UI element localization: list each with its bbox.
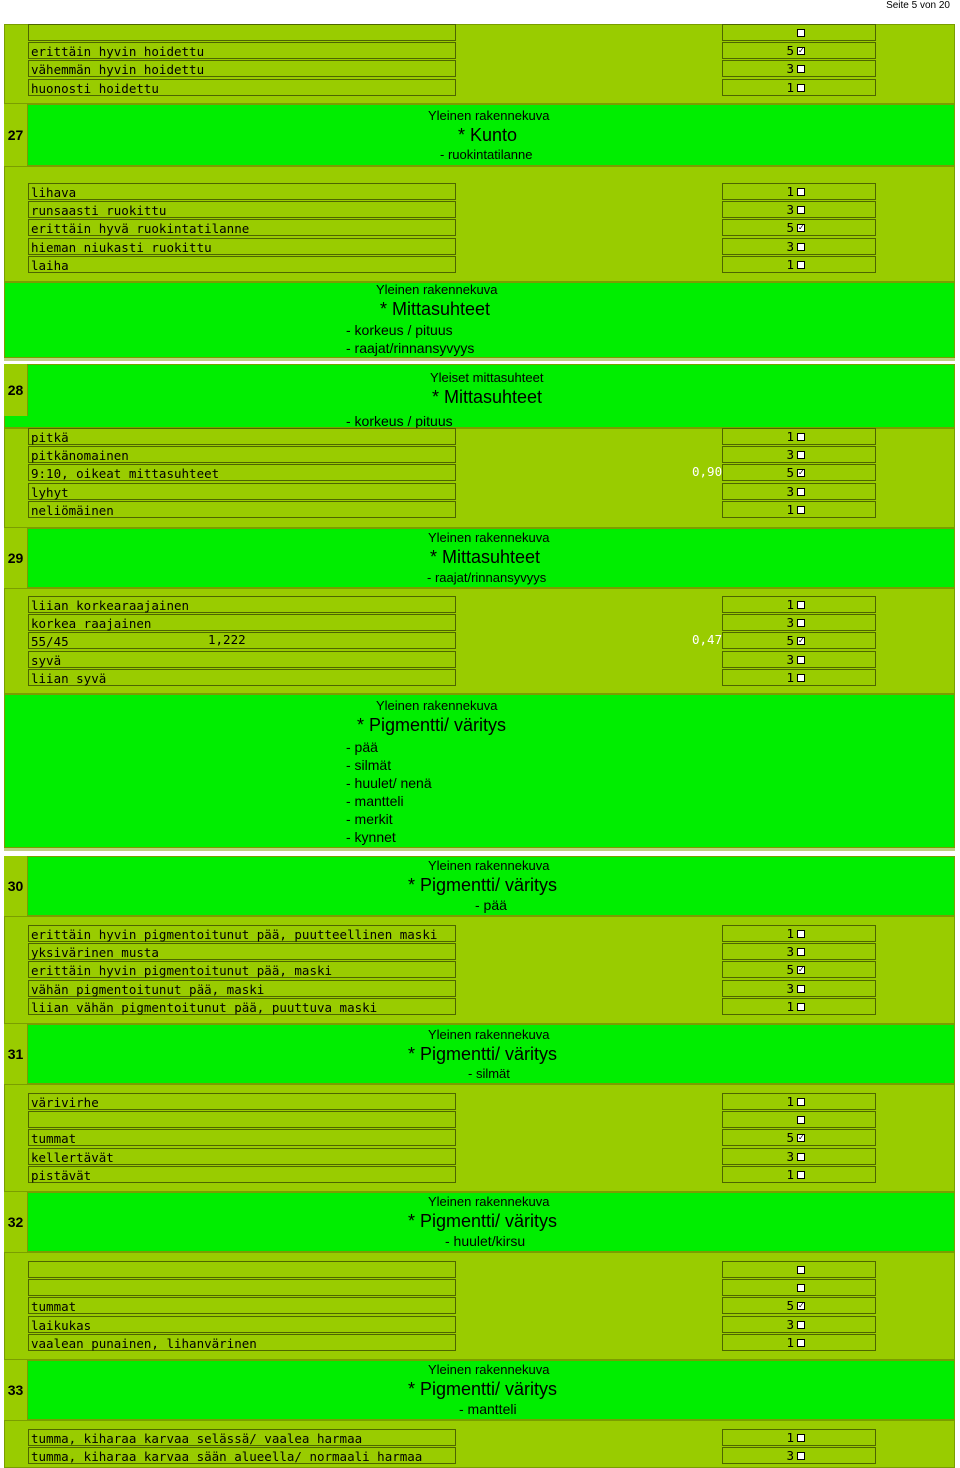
row-label-cell: [28, 483, 456, 500]
row-label-cell: [28, 998, 456, 1015]
row-score: 3: [786, 447, 794, 463]
row-label: liian korkearaajainen: [31, 598, 190, 613]
checkbox[interactable]: [797, 1321, 805, 1329]
separator: [4, 848, 955, 851]
section-subtitle: - pää: [346, 739, 378, 755]
checkbox[interactable]: [797, 930, 805, 938]
row-score: 3: [786, 944, 794, 960]
row-label: erittäin hyvin pigmentoitunut pää, maski: [31, 963, 333, 979]
row-label-cell: [28, 1093, 456, 1110]
row-label: erittäin hyvin pigmentoitunut pää, puutteellinen maski: [31, 927, 438, 942]
section-header: Yleinen rakennekuva: [376, 282, 498, 297]
row-label-cell: [28, 1279, 456, 1296]
checkbox[interactable]: [797, 601, 805, 609]
row-label-cell: [28, 1148, 456, 1165]
section-header: Yleinen rakennekuva: [428, 1027, 550, 1042]
row-score: 5: [786, 1298, 794, 1314]
row-score: 1: [786, 669, 794, 685]
checkbox[interactable]: [797, 948, 805, 956]
row-score: 5: [786, 1130, 794, 1146]
checkbox[interactable]: [797, 1098, 805, 1106]
row-label: tummat: [31, 1299, 77, 1315]
row-score: 3: [786, 1148, 794, 1164]
section-subtitle: - huulet/ nenä: [346, 775, 432, 791]
row-label: vähemmän hyvin hoidettu: [31, 62, 205, 78]
row-score: 3: [786, 1448, 794, 1464]
row-label-cell: [28, 446, 456, 463]
row-label: pitkänomainen: [31, 448, 129, 464]
row-score: 1: [786, 1094, 794, 1109]
row-score: 3: [786, 61, 794, 77]
row-score: 3: [786, 651, 794, 667]
row-label-cell: [28, 1166, 456, 1183]
row-label-cell: [28, 961, 456, 978]
row-score: 1: [786, 429, 794, 444]
checked-checkbox[interactable]: ✓: [798, 223, 805, 233]
row-label: neliömäinen: [31, 502, 114, 518]
section-subtitle: - mantteli: [346, 793, 404, 809]
section-header: Yleinen rakennekuva: [376, 698, 498, 713]
checkbox[interactable]: [797, 1171, 805, 1179]
row-label-cell: [28, 238, 456, 255]
row-score: 5: [786, 220, 794, 236]
row-label-cell: [28, 428, 456, 445]
checkbox[interactable]: [797, 451, 805, 459]
row-label-cell: [28, 1297, 456, 1314]
row-label: liian vähän pigmentoitunut pää, puuttuva maski: [31, 999, 378, 1015]
row-score: 1: [786, 1430, 794, 1445]
section-number: 32: [4, 1192, 28, 1252]
row-label: kellertävät: [31, 1149, 114, 1165]
section-title: * Pigmentti/ väritys: [408, 1379, 558, 1399]
row-label: tumma, kiharaa karvaa sään alueella/ normaali harmaa: [31, 1449, 423, 1465]
row-label-cell: [28, 925, 456, 942]
row-label-cell: [28, 651, 456, 668]
section-title: * Mittasuhteet: [432, 387, 543, 407]
row-score: 3: [786, 1316, 794, 1332]
row-label-cell: [28, 42, 456, 59]
row-label-cell: [28, 614, 456, 631]
row-score: 5: [786, 962, 794, 978]
checkbox[interactable]: [797, 985, 805, 993]
row-score: 1: [786, 256, 794, 272]
section-subtitle: - silmät: [346, 757, 392, 773]
checked-checkbox[interactable]: ✓: [798, 468, 805, 478]
row-score: 1: [786, 79, 794, 95]
row-label-cell: [28, 219, 456, 236]
row-label-cell: [28, 501, 456, 518]
section-header: Yleinen rakennekuva: [428, 1194, 550, 1209]
checked-checkbox[interactable]: ✓: [798, 46, 805, 56]
row-label: vaalean punainen, lihanvärinen: [31, 1335, 257, 1351]
section-header: Yleinen rakennekuva: [428, 108, 550, 123]
page-number: Seite 5 von 20: [886, 0, 950, 11]
row-score: 5: [786, 633, 794, 649]
row-label: 9:10, oikeat mittasuhteet: [31, 466, 220, 482]
row-label: syvä: [31, 652, 62, 668]
row-score: 1: [786, 1334, 794, 1350]
section-header: Yleiset mittasuhteet: [430, 370, 544, 385]
checkbox[interactable]: [797, 188, 805, 196]
row-label-cell: [28, 632, 456, 649]
section-subtitle: - raajat/rinnansyvyys: [346, 340, 475, 356]
row-score: 3: [786, 615, 794, 631]
section-title: * Mittasuhteet: [380, 299, 491, 319]
row-label: tummat: [31, 1131, 77, 1147]
row-score: 1: [786, 926, 794, 941]
row-label-cell: [28, 24, 456, 41]
row-label: laikukas: [31, 1317, 92, 1333]
row-label-cell: [28, 256, 456, 273]
checkbox[interactable]: [797, 619, 805, 627]
section-header: Yleinen rakennekuva: [428, 530, 550, 545]
checkbox[interactable]: [797, 65, 805, 73]
row-score: 5: [786, 43, 794, 59]
row-label-cell: [28, 980, 456, 997]
ratio-value: 0,47: [692, 632, 723, 647]
row-label: vähän pigmentoitunut pää, maski: [31, 981, 265, 997]
row-label-cell: [28, 201, 456, 218]
checked-checkbox[interactable]: ✓: [798, 965, 805, 975]
row-label-cell: [28, 1261, 456, 1278]
checkbox[interactable]: [797, 656, 805, 664]
row-label: yksivärinen musta: [31, 945, 159, 961]
checkbox[interactable]: [797, 29, 805, 37]
section-title: * Pigmentti/ väritys: [408, 1044, 558, 1064]
row-label: erittäin hyvin hoidettu: [31, 44, 205, 60]
section-title: * Pigmentti/ väritys: [408, 1211, 558, 1231]
section-header: Yleinen rakennekuva: [428, 1362, 550, 1377]
checkbox[interactable]: [797, 1116, 805, 1124]
section-subtitle: - korkeus / pituus: [346, 413, 453, 429]
row-label: hieman niukasti ruokittu: [31, 239, 212, 255]
checkbox[interactable]: [797, 1003, 805, 1011]
section-number: 27: [4, 104, 28, 166]
row-label: värivirhe: [31, 1095, 99, 1110]
measure-value: 1,222: [208, 632, 246, 647]
row-label: runsaasti ruokittu: [31, 203, 167, 219]
section-title: * Pigmentti/ väritys: [408, 875, 558, 895]
section-number: 29: [4, 528, 28, 588]
section-subtitle: - korkeus / pituus: [346, 322, 453, 338]
row-label-cell: [28, 60, 456, 77]
row-score: 3: [786, 980, 794, 996]
row-label: erittäin hyvä ruokintatilanne: [31, 221, 250, 237]
row-label-cell: [28, 79, 456, 96]
checkbox[interactable]: [797, 261, 805, 269]
checkbox[interactable]: [797, 1452, 805, 1460]
checked-checkbox[interactable]: ✓: [798, 1301, 805, 1311]
section-number: 30: [4, 856, 28, 916]
row-label-cell: [28, 1429, 456, 1446]
section-subtitle: - pää: [475, 897, 507, 913]
row-label: laiha: [31, 257, 69, 273]
row-label: lihava: [31, 185, 77, 200]
row-label-cell: [28, 1334, 456, 1351]
row-score: 3: [786, 202, 794, 218]
row-label: tumma, kiharaa karvaa selässä/ vaalea harmaa: [31, 1431, 363, 1446]
row-score: 1: [786, 184, 794, 199]
section-header: Yleinen rakennekuva: [428, 858, 550, 873]
row-label: lyhyt: [31, 484, 69, 500]
section-subtitle: - ruokintatilanne: [440, 147, 533, 162]
section-subtitle: - huulet/kirsu: [445, 1233, 526, 1249]
checkbox[interactable]: [797, 506, 805, 514]
section-number: 28: [4, 364, 28, 416]
section-title: * Pigmentti/ väritys: [357, 715, 507, 735]
checkbox[interactable]: [797, 488, 805, 496]
checkbox[interactable]: [797, 433, 805, 441]
section-number: 31: [4, 1024, 28, 1084]
row-label-cell: [28, 1129, 456, 1146]
checkbox[interactable]: [797, 243, 805, 251]
section-subtitle: - silmät: [468, 1066, 510, 1081]
separator: [4, 358, 955, 361]
checkbox[interactable]: [797, 84, 805, 92]
checked-checkbox[interactable]: ✓: [798, 636, 805, 646]
row-label-cell: [28, 1447, 456, 1464]
row-label-cell: [28, 943, 456, 960]
section-number: 33: [4, 1360, 28, 1420]
row-score: 1: [786, 597, 794, 612]
row-label-cell: [28, 183, 456, 200]
checked-checkbox[interactable]: ✓: [798, 1133, 805, 1143]
row-score: 1: [786, 501, 794, 517]
row-label: pistävät: [31, 1167, 92, 1183]
checkbox[interactable]: [797, 674, 805, 682]
checkbox[interactable]: [797, 1153, 805, 1161]
section-subtitle: - mantteli: [459, 1401, 517, 1417]
row-label: pitkä: [31, 430, 69, 445]
row-score: 5: [786, 465, 794, 481]
row-label-cell: [28, 596, 456, 613]
checkbox[interactable]: [797, 1434, 805, 1442]
section-subtitle: - merkit: [346, 811, 393, 827]
checkbox[interactable]: [797, 1284, 805, 1292]
checkbox[interactable]: [797, 1339, 805, 1347]
row-score: 1: [786, 1166, 794, 1182]
row-label: 55/45: [31, 634, 69, 650]
row-score: 3: [786, 483, 794, 499]
row-label-cell: [28, 669, 456, 686]
row-label: huonosti hoidettu: [31, 80, 159, 96]
row-label: liian syvä: [31, 670, 107, 686]
section-title: * Kunto: [458, 125, 518, 145]
row-score: 1: [786, 998, 794, 1014]
row-label: korkea raajainen: [31, 616, 152, 632]
section-subtitle: - raajat/rinnansyvyys: [427, 570, 547, 585]
section-title: * Mittasuhteet: [430, 547, 541, 567]
ratio-value: 0,90: [692, 464, 723, 479]
checkbox[interactable]: [797, 206, 805, 214]
row-label-cell: [28, 464, 456, 481]
checkbox[interactable]: [797, 1266, 805, 1274]
section-subtitle: - kynnet: [346, 829, 396, 845]
row-score: 3: [786, 238, 794, 254]
row-label-cell: [28, 1111, 456, 1128]
row-label-cell: [28, 1316, 456, 1333]
